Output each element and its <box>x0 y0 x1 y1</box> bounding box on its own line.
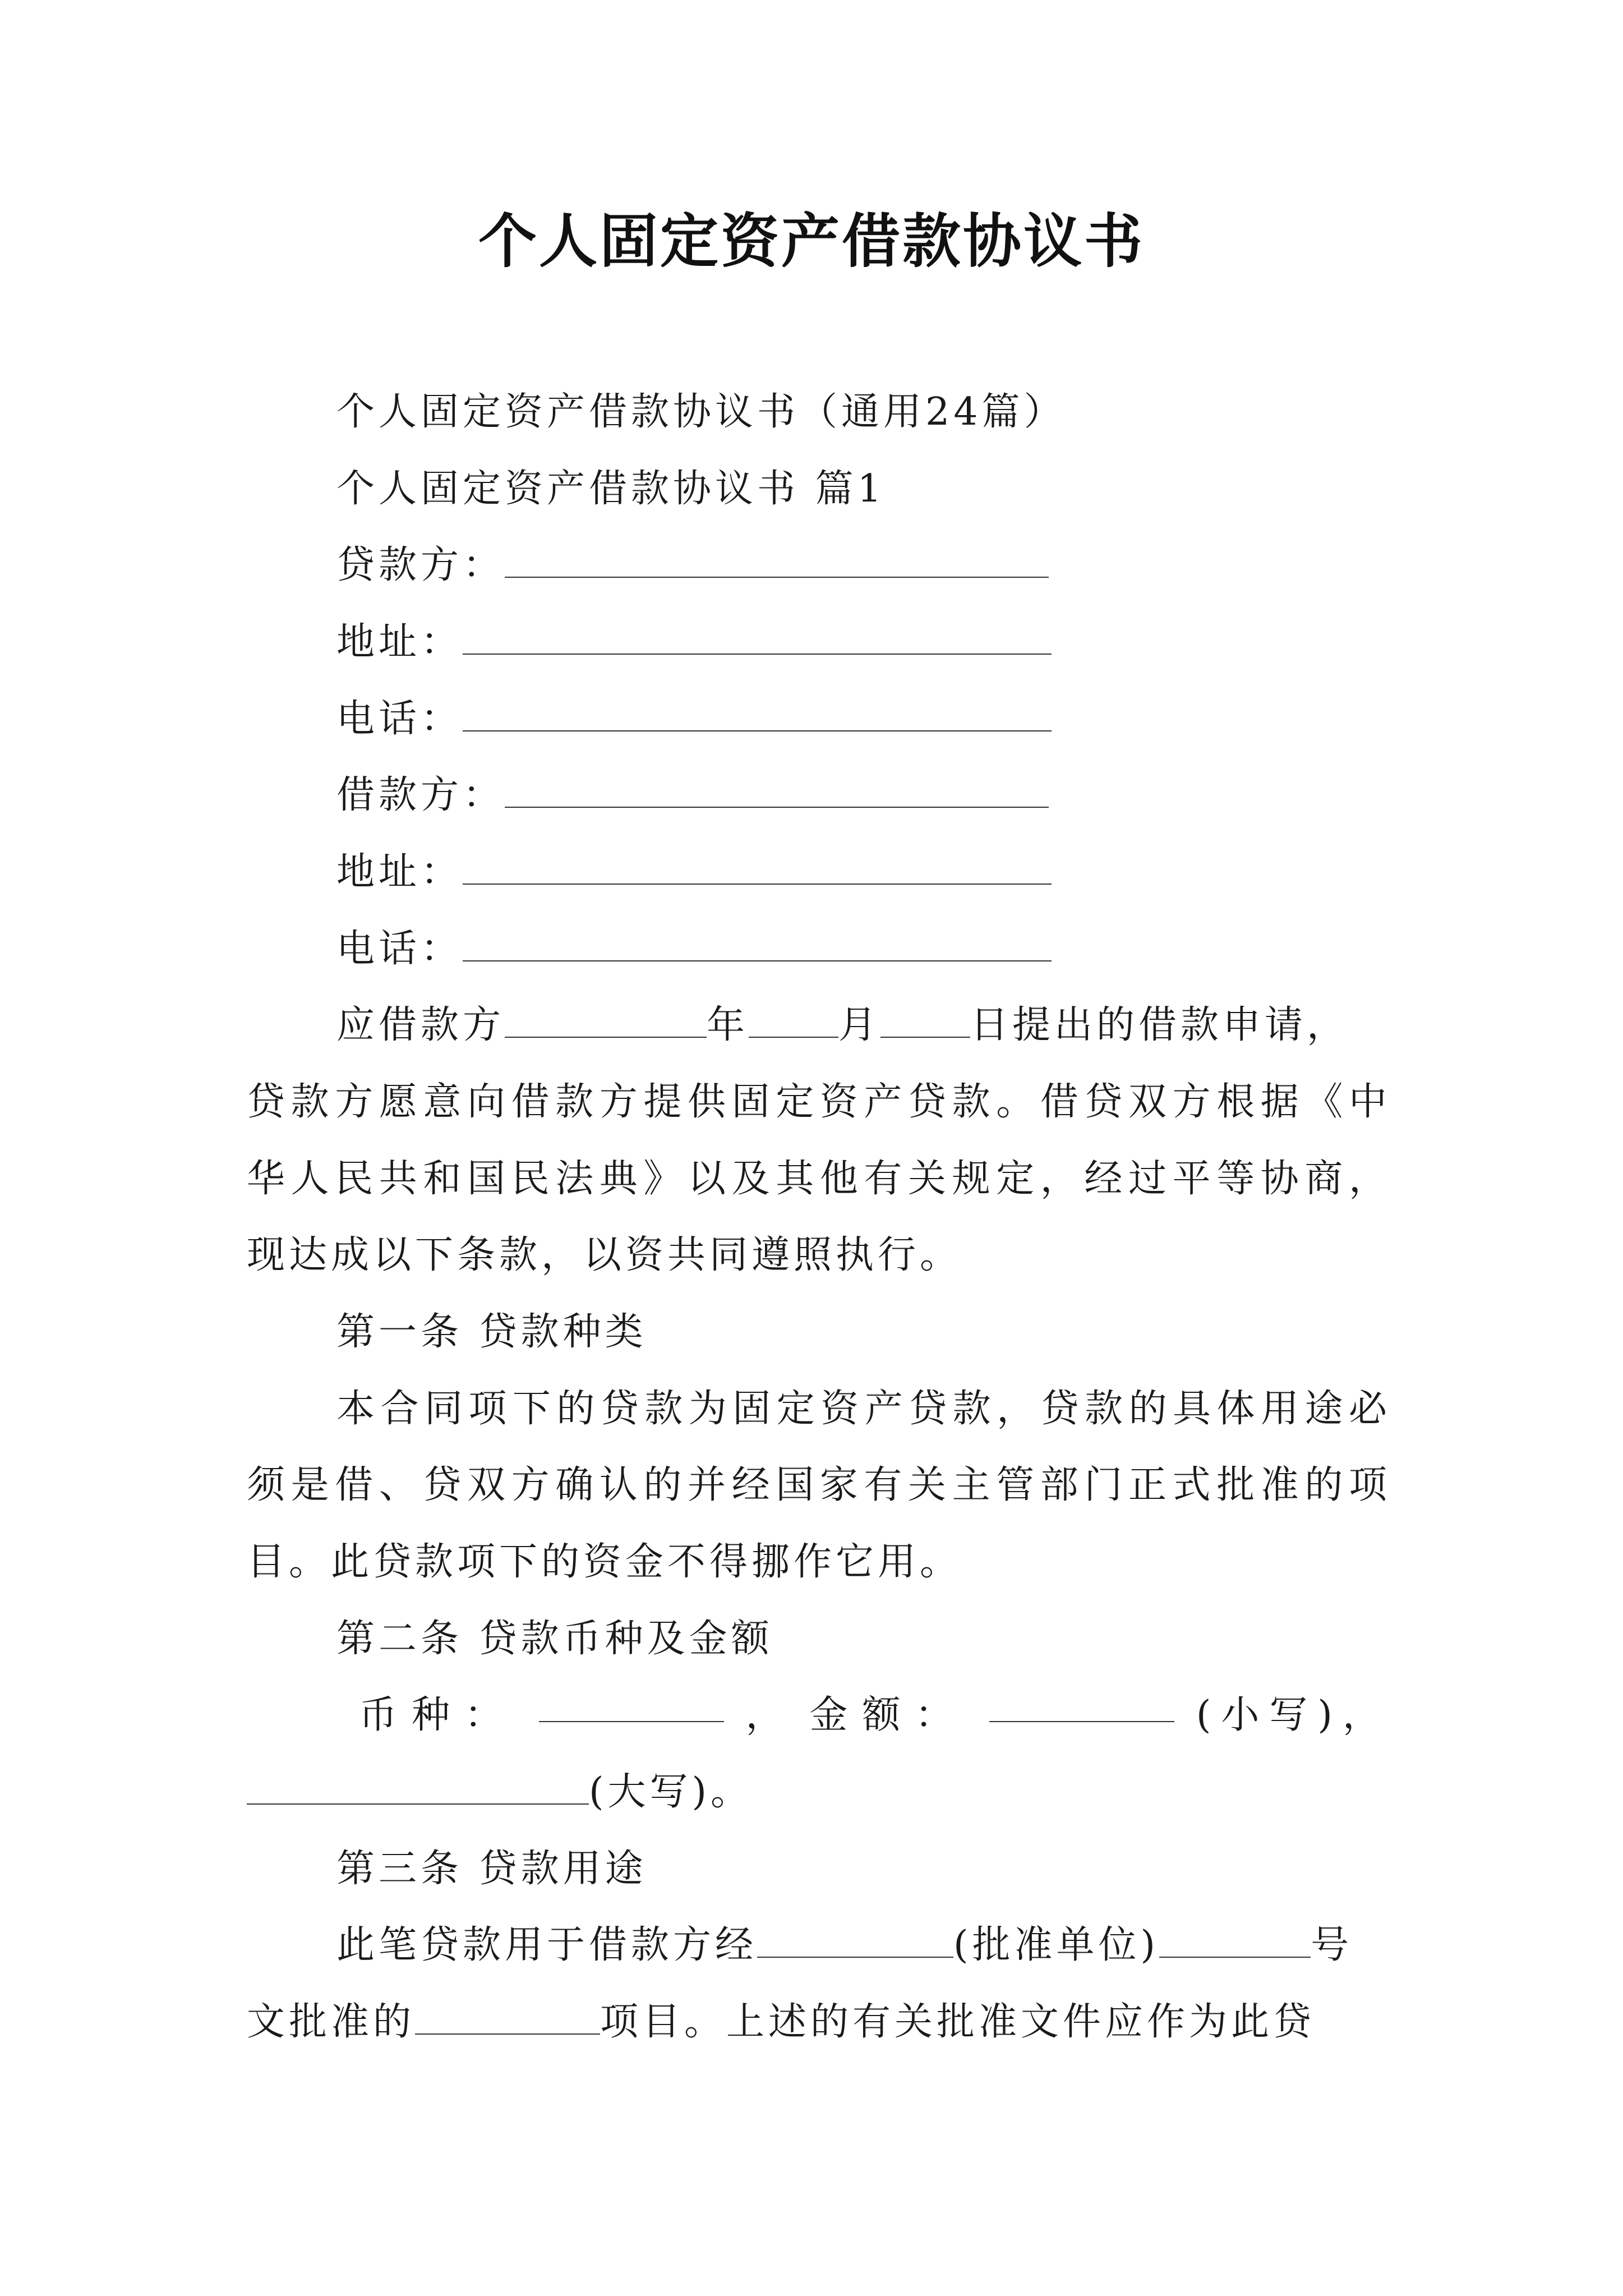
borrower-address-label: 地址： <box>336 850 463 894</box>
borrower-phone-blank[interactable] <box>463 927 1052 961</box>
amount-uppercase-blank[interactable] <box>247 1770 589 1805</box>
article2-amount-row <box>359 1687 1391 1743</box>
borrower-phone-row <box>336 921 1052 977</box>
intro-line-2: 贷款方愿意向借款方提供固定资产贷款。借贷双方根据《中 <box>247 1080 1391 1124</box>
intro-day-end: 日提出的借款申请， <box>970 1003 1349 1047</box>
article1-heading: 第一条 贷款种类 <box>336 1310 647 1354</box>
article3-text-a: 此笔贷款用于借款方经 <box>336 1923 758 1967</box>
article3-text-d: 文批准的 <box>247 2000 416 2044</box>
borrower-row <box>336 767 1049 823</box>
borrower-address-row <box>336 844 1052 900</box>
document-subtitle: 个人固定资产借款协议书（通用24篇） <box>336 390 1066 434</box>
amount-lowercase-blank[interactable] <box>989 1687 1174 1722</box>
project-blank[interactable] <box>415 2000 600 2035</box>
amount-label: 金额： <box>809 1693 968 1737</box>
article3-text-b: (批准单位) <box>953 1923 1160 1967</box>
document-number-blank[interactable] <box>1159 1923 1311 1958</box>
article3-line-1 <box>336 1917 1353 1973</box>
article3-text-e: 项目。上述的有关批准文件应作为此贷 <box>600 2000 1316 2044</box>
lender-row <box>336 537 1049 593</box>
borrower-blank[interactable] <box>505 773 1049 808</box>
article2-uppercase-row <box>247 1764 1391 1820</box>
borrower-phone-label: 电话： <box>336 927 463 971</box>
intro-month-blank[interactable] <box>749 1003 838 1038</box>
intro-month: 月 <box>838 1003 881 1047</box>
article2-heading: 第二条 贷款币种及金额 <box>336 1617 773 1661</box>
lender-blank[interactable] <box>505 543 1049 578</box>
intro-line-1 <box>336 997 1349 1053</box>
lowercase-label: (小写)， <box>1196 1693 1391 1737</box>
intro-day-blank[interactable] <box>880 1003 970 1038</box>
lender-phone-row <box>336 691 1052 747</box>
lender-label: 贷款方： <box>336 543 505 587</box>
borrower-label: 借款方： <box>336 773 505 817</box>
document-title: 个人固定资产借款协议书 <box>478 207 1145 275</box>
borrower-address-blank[interactable] <box>463 850 1052 885</box>
intro-line-3: 华人民共和国民法典》以及其他有关规定，经过平等协商， <box>247 1157 1391 1201</box>
article3-heading: 第三条 贷款用途 <box>336 1847 647 1891</box>
lender-address-row <box>336 614 1052 670</box>
section-heading: 个人固定资产借款协议书 篇1 <box>336 467 886 511</box>
article1-line-2: 须是借、贷双方确认的并经国家有关主管部门正式批准的项 <box>247 1463 1391 1507</box>
lender-phone-blank[interactable] <box>463 697 1052 731</box>
intro-year-blank[interactable] <box>505 1003 707 1038</box>
lender-address-blank[interactable] <box>463 620 1052 655</box>
approval-unit-blank[interactable] <box>757 1923 953 1958</box>
article3-line-2 <box>247 1994 1391 2050</box>
currency-blank[interactable] <box>539 1687 724 1722</box>
intro-year: 年 <box>707 1003 749 1047</box>
article1-line-1: 本合同项下的贷款为固定资产贷款，贷款的具体用途必 <box>336 1387 1391 1431</box>
lender-phone-label: 电话： <box>336 697 463 741</box>
uppercase-label: (大写)。 <box>589 1770 753 1814</box>
article1-line-3: 目。此贷款项下的资金不得挪作它用。 <box>247 1540 962 1584</box>
article3-text-c: 号 <box>1311 1923 1353 1967</box>
currency-label: 币种： <box>359 1693 518 1737</box>
intro-line-4: 现达成以下条款，以资共同遵照执行。 <box>247 1233 962 1277</box>
intro-part1: 应借款方 <box>336 1003 505 1047</box>
currency-comma: ， <box>745 1693 788 1737</box>
lender-address-label: 地址： <box>336 620 463 664</box>
